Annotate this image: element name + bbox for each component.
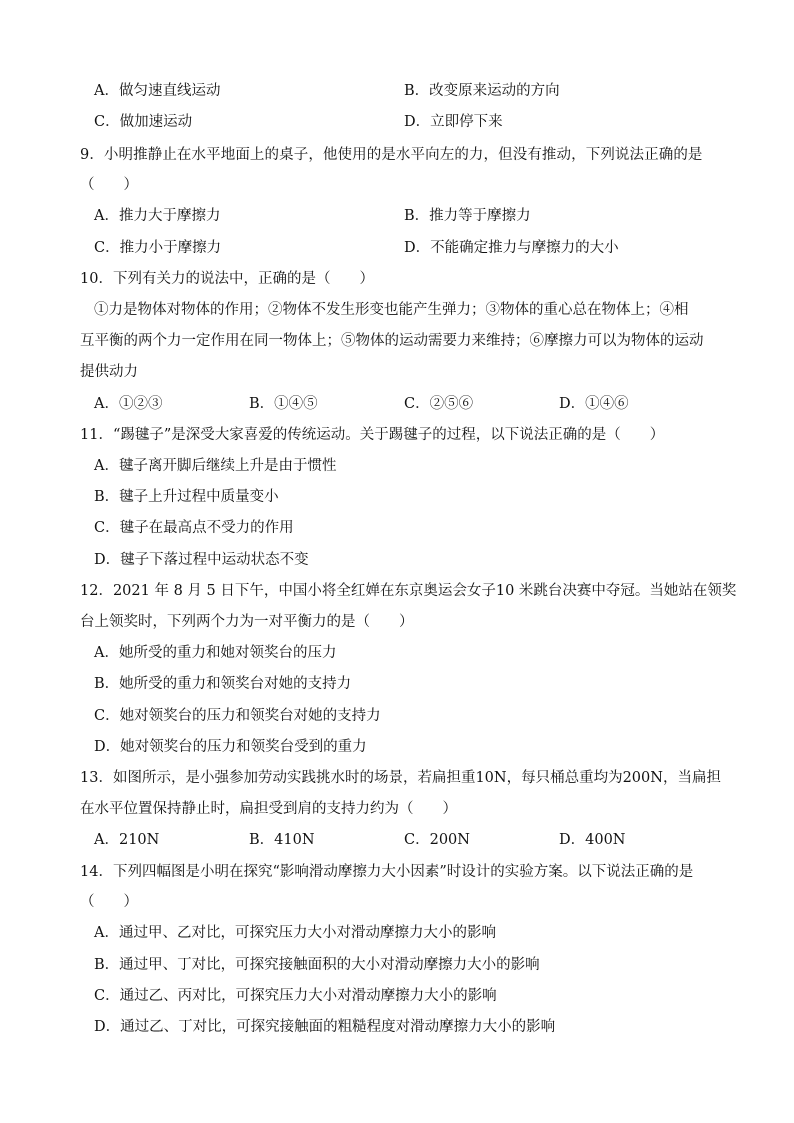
q14-option-b: B．通过甲、丁对比，可探究接触面积的大小对滑动摩擦力大小的影响 xyxy=(94,957,540,973)
q10-option-d: D．①④⑥ xyxy=(559,396,629,412)
q12-option-c: C．她对领奖台的压力和领奖台对她的支持力 xyxy=(94,708,381,724)
q10-stem: 10．下列有关力的说法中，正确的是（ ） xyxy=(80,271,374,287)
q13-option-b: B．410N xyxy=(249,832,315,848)
q12-option-a: A．她所受的重力和她对领奖台的压力 xyxy=(94,645,337,661)
q13-stem-line2: 在水平位置保持静止时，扁担受到肩的支持力约为（ ） xyxy=(80,801,457,817)
q9-option-d: D．不能确定推力与摩擦力的大小 xyxy=(404,240,619,256)
q13-option-a: A．210N xyxy=(94,832,160,848)
q8-option-b: B．改变原来运动的方向 xyxy=(404,83,560,99)
q11-option-a: A．毽子离开脚后继续上升是由于惯性 xyxy=(94,458,337,474)
q11-option-c: C．毽子在最高点不受力的作用 xyxy=(94,520,294,536)
q10-option-a: A．①②③ xyxy=(94,396,163,412)
q14-stem-line2: （ ） xyxy=(80,894,138,910)
q11-option-d: D．毽子下落过程中运动状态不变 xyxy=(94,552,309,568)
q10-option-c: C．②⑤⑥ xyxy=(404,396,474,412)
q8-option-c: C．做加速运动 xyxy=(94,114,193,130)
q13-stem-line1: 13．如图所示，是小强参加劳动实践挑水时的场景，若扁担重10N，每只桶总重均为200N，当扁担 xyxy=(80,770,721,786)
q12-option-d: D．她对领奖台的压力和领奖台受到的重力 xyxy=(94,739,367,755)
q14-option-a: A．通过甲、乙对比，可探究压力大小对滑动摩擦力大小的影响 xyxy=(94,925,496,941)
q13-option-c: C．200N xyxy=(404,832,470,848)
q14-option-d: D．通过乙、丁对比，可探究接触面的粗糙程度对滑动摩擦力大小的影响 xyxy=(94,1019,556,1035)
q9-option-a: A．推力大于摩擦力 xyxy=(94,208,221,224)
q11-option-b: B．毽子上升过程中质量变小 xyxy=(94,489,279,505)
q14-stem-line1: 14．下列四幅图是小明在探究“影响滑动摩擦力大小因素”时设计的实验方案。以下说法正确的是 xyxy=(80,864,694,880)
q14-option-c: C．通过乙、丙对比，可探究压力大小对滑动摩擦力大小的影响 xyxy=(94,988,497,1004)
q10-text-line1: ①力是物体对物体的作用；②物体不发生形变也能产生弹力；③物体的重心总在物体上；④相 xyxy=(94,302,689,318)
q13-option-d: D．400N xyxy=(559,832,626,848)
q8-option-a: A．做匀速直线运动 xyxy=(94,83,221,99)
q11-stem: 11．“踢毽子”是深受大家喜爱的传统运动。关于踢毽子的过程，以下说法正确的是（ ） xyxy=(80,427,665,443)
q9-stem-line2: （ ） xyxy=(80,177,138,193)
q9-option-c: C．推力小于摩擦力 xyxy=(94,240,222,256)
q9-stem-line1: 9．小明推静止在水平地面上的桌子，他使用的是水平向左的力，但没有推动，下列说法正确的是 xyxy=(80,147,703,163)
q10-text-line3: 提供动力 xyxy=(80,364,138,380)
q10-text-line2: 互平衡的两个力一定作用在同一物体上；⑤物体的运动需要力来维持；⑥摩擦力可以为物体的运动 xyxy=(80,333,704,349)
q8-option-d: D．立即停下来 xyxy=(404,114,503,130)
q12-option-b: B．她所受的重力和领奖台对她的支持力 xyxy=(94,676,352,692)
q12-stem-line1: 12．2021 年 8 月 5 日下午，中国小将全红婵在东京奥运会女子10 米跳台决赛中夺冠。当她站在领奖 xyxy=(80,583,737,599)
q12-stem-line2: 台上领奖时，下列两个力为一对平衡力的是（ ） xyxy=(80,614,414,630)
q9-option-b: B．推力等于摩擦力 xyxy=(404,208,531,224)
q10-option-b: B．①④⑤ xyxy=(249,396,318,412)
